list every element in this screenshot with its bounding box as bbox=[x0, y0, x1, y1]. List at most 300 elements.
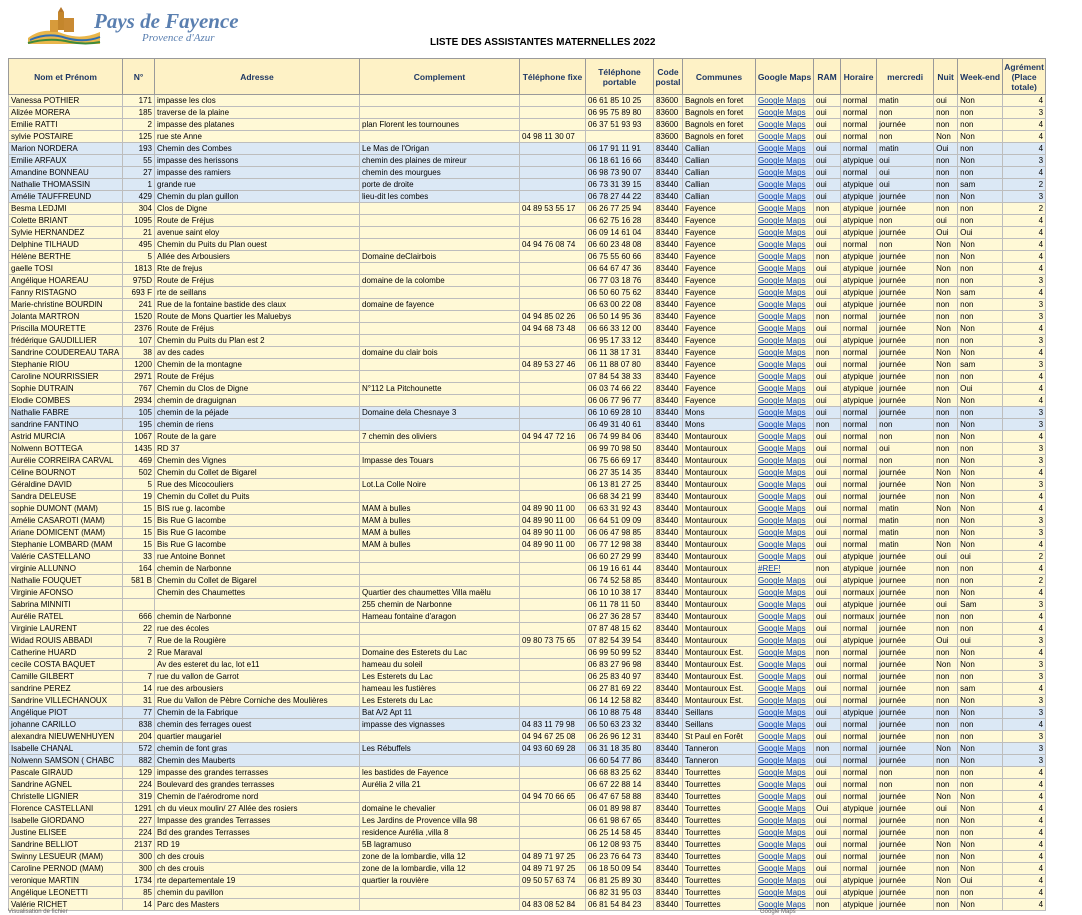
cell-ram: oui bbox=[814, 95, 841, 107]
google-maps-link[interactable]: Google Maps bbox=[758, 348, 806, 357]
cell-numero: 1067 bbox=[123, 431, 155, 443]
cell-google-maps[interactable] bbox=[756, 527, 814, 539]
google-maps-link[interactable]: Google Maps bbox=[758, 792, 806, 801]
cell-google-maps[interactable] bbox=[756, 755, 814, 767]
cell-adresse: chemin de Narbonne bbox=[155, 611, 360, 623]
cell-tel-fixe bbox=[520, 707, 586, 719]
cell-nom: Catherine HUARD bbox=[9, 647, 123, 659]
google-maps-link[interactable]: Google Maps bbox=[758, 108, 806, 117]
cell-complement: Domaine dela Chesnaye 3 bbox=[360, 407, 520, 419]
cell-google-maps[interactable] bbox=[756, 383, 814, 395]
cell-complement bbox=[360, 731, 520, 743]
cell-numero: 429 bbox=[123, 191, 155, 203]
cell-google-maps[interactable] bbox=[756, 599, 814, 611]
cell-google-maps[interactable] bbox=[756, 179, 814, 191]
cell-mercredi: matin bbox=[877, 95, 934, 107]
google-maps-link[interactable]: Google Maps bbox=[758, 780, 806, 789]
cell-week-end: sam bbox=[958, 359, 1003, 371]
google-maps-link[interactable]: Google Maps bbox=[758, 684, 806, 693]
google-maps-link[interactable]: Google Maps bbox=[758, 828, 806, 837]
google-maps-link[interactable]: Google Maps bbox=[758, 588, 806, 597]
google-maps-link[interactable]: Google Maps bbox=[758, 696, 806, 705]
cell-commune: Bagnols en foret bbox=[683, 119, 756, 131]
table-row bbox=[9, 335, 1046, 347]
table-row bbox=[9, 167, 1046, 179]
google-maps-link[interactable]: Google Maps bbox=[758, 744, 806, 753]
cell-nom: Isabelle CHANAL bbox=[9, 743, 123, 755]
cell-numero: 5 bbox=[123, 251, 155, 263]
cell-complement bbox=[360, 107, 520, 119]
cell-complement: 255 chemin de Narbonne bbox=[360, 599, 520, 611]
cell-google-maps[interactable] bbox=[756, 155, 814, 167]
cell-week-end: non bbox=[958, 827, 1003, 839]
cell-adresse: Chemin des Combes bbox=[155, 143, 360, 155]
table-row bbox=[9, 119, 1046, 131]
cell-horaire: atypique bbox=[841, 599, 877, 611]
cell-ram: oui bbox=[814, 119, 841, 131]
google-maps-link[interactable]: Google Maps bbox=[758, 672, 806, 681]
cell-nuit: non bbox=[934, 431, 958, 443]
cell-commune: Fayence bbox=[683, 371, 756, 383]
cell-horaire: atypique bbox=[841, 287, 877, 299]
google-maps-link[interactable]: Google Maps bbox=[758, 708, 806, 717]
cell-nuit: non bbox=[934, 731, 958, 743]
google-maps-link[interactable]: Google Maps bbox=[758, 144, 806, 153]
cell-ram: oui bbox=[814, 491, 841, 503]
cell-google-maps[interactable] bbox=[756, 671, 814, 683]
google-maps-link[interactable]: Google Maps bbox=[758, 516, 806, 525]
cell-tel-portable: 06 12 08 93 75 bbox=[586, 839, 654, 851]
table-row bbox=[9, 803, 1046, 815]
google-maps-link[interactable]: Google Maps bbox=[758, 492, 806, 501]
cell-numero: 581 B bbox=[123, 575, 155, 587]
cell-nom: Delphine TILHAUD bbox=[9, 239, 123, 251]
cell-numero bbox=[123, 659, 155, 671]
cell-google-maps[interactable] bbox=[756, 815, 814, 827]
cell-ram: oui bbox=[814, 395, 841, 407]
cell-mercredi: journée bbox=[877, 839, 934, 851]
cell-adresse: rue ste Anne bbox=[155, 131, 360, 143]
cell-google-maps[interactable] bbox=[756, 515, 814, 527]
cell-google-maps[interactable] bbox=[756, 779, 814, 791]
cell-nuit: non bbox=[934, 311, 958, 323]
cell-ram: oui bbox=[814, 755, 841, 767]
google-maps-link[interactable]: Google Maps bbox=[758, 228, 806, 237]
google-maps-link[interactable]: Google Maps bbox=[758, 540, 806, 549]
cell-mercredi: journée bbox=[877, 203, 934, 215]
cell-google-maps[interactable] bbox=[756, 791, 814, 803]
google-maps-link[interactable]: Google Maps bbox=[758, 300, 806, 309]
cell-google-maps[interactable] bbox=[756, 467, 814, 479]
cell-mercredi: non bbox=[877, 215, 934, 227]
cell-mercredi: journée bbox=[877, 683, 934, 695]
table-row bbox=[9, 371, 1046, 383]
cell-week-end: non bbox=[958, 563, 1003, 575]
cell-commune: Montauroux Est. bbox=[683, 659, 756, 671]
google-maps-link[interactable]: Google Maps bbox=[758, 552, 806, 561]
google-maps-link[interactable]: Google Maps bbox=[758, 888, 806, 897]
google-maps-link[interactable]: Google Maps bbox=[758, 840, 806, 849]
google-maps-link[interactable]: Google Maps bbox=[758, 456, 806, 465]
cell-nom: Ariane DOMICENT (MAM) bbox=[9, 527, 123, 539]
cell-google-maps[interactable] bbox=[756, 635, 814, 647]
table-row bbox=[9, 647, 1046, 659]
table-row bbox=[9, 635, 1046, 647]
cell-complement bbox=[360, 575, 520, 587]
cell-google-maps[interactable] bbox=[756, 827, 814, 839]
cell-ram: oui bbox=[814, 587, 841, 599]
cell-agrement: 3 bbox=[1003, 155, 1046, 167]
google-maps-link[interactable]: Google Maps bbox=[758, 480, 806, 489]
google-maps-link[interactable]: Google Maps bbox=[758, 468, 806, 477]
google-maps-link[interactable]: Google Maps bbox=[758, 732, 806, 741]
cell-google-maps[interactable] bbox=[756, 191, 814, 203]
cell-google-maps[interactable] bbox=[756, 743, 814, 755]
cell-google-maps[interactable] bbox=[756, 311, 814, 323]
cell-google-maps[interactable] bbox=[756, 863, 814, 875]
cell-mercredi: journée bbox=[877, 659, 934, 671]
google-maps-link[interactable]: Google Maps bbox=[758, 816, 806, 825]
cell-commune: Fayence bbox=[683, 311, 756, 323]
cell-ram: oui bbox=[814, 815, 841, 827]
cell-google-maps[interactable] bbox=[756, 803, 814, 815]
cell-tel-fixe bbox=[520, 575, 586, 587]
cell-tel-fixe: 04 89 53 55 17 bbox=[520, 203, 586, 215]
cell-ram: oui bbox=[814, 107, 841, 119]
cell-google-maps[interactable] bbox=[756, 719, 814, 731]
cell-google-maps[interactable] bbox=[756, 419, 814, 431]
cell-code-postal: 83440 bbox=[654, 707, 683, 719]
google-maps-link[interactable]: Google Maps bbox=[758, 852, 806, 861]
cell-google-maps[interactable] bbox=[756, 551, 814, 563]
google-maps-link[interactable]: Google Maps bbox=[758, 288, 806, 297]
google-maps-link[interactable]: Google Maps bbox=[758, 876, 806, 885]
cell-ram: oui bbox=[814, 227, 841, 239]
cell-complement: MAM à bulles bbox=[360, 539, 520, 551]
cell-agrement: 3 bbox=[1003, 527, 1046, 539]
cell-google-maps[interactable] bbox=[756, 851, 814, 863]
cell-adresse: chemin de font gras bbox=[155, 743, 360, 755]
cell-agrement: 4 bbox=[1003, 683, 1046, 695]
cell-ram: oui bbox=[814, 719, 841, 731]
cell-nuit: oui bbox=[934, 599, 958, 611]
cell-nom: Elodie COMBES bbox=[9, 395, 123, 407]
cell-complement: MAM à bulles bbox=[360, 515, 520, 527]
cell-ram: oui bbox=[814, 527, 841, 539]
cell-agrement: 4 bbox=[1003, 623, 1046, 635]
cell-google-maps[interactable] bbox=[756, 371, 814, 383]
cell-code-postal: 83440 bbox=[654, 851, 683, 863]
cell-nuit: non bbox=[934, 335, 958, 347]
cell-google-maps[interactable] bbox=[756, 143, 814, 155]
cell-tel-portable: 06 75 55 60 66 bbox=[586, 251, 654, 263]
cell-tel-fixe bbox=[520, 827, 586, 839]
cell-adresse: Route de Mons Quartier les Maluebys bbox=[155, 311, 360, 323]
table-row bbox=[9, 755, 1046, 767]
cell-nom: Virginie AFONSO bbox=[9, 587, 123, 599]
cell-tel-portable: 06 09 14 61 04 bbox=[586, 227, 654, 239]
cell-week-end: oui bbox=[958, 551, 1003, 563]
cell-google-maps[interactable] bbox=[756, 107, 814, 119]
google-maps-link[interactable]: Google Maps bbox=[758, 372, 806, 381]
cell-numero: 767 bbox=[123, 383, 155, 395]
cell-mercredi: journee bbox=[877, 575, 934, 587]
google-maps-link[interactable]: Google Maps bbox=[758, 756, 806, 765]
table-row bbox=[9, 179, 1046, 191]
cell-complement bbox=[360, 791, 520, 803]
google-maps-link[interactable]: Google Maps bbox=[758, 528, 806, 537]
cell-google-maps[interactable] bbox=[756, 227, 814, 239]
cell-horaire: normal bbox=[841, 143, 877, 155]
cell-nuit: non bbox=[934, 719, 958, 731]
google-maps-link[interactable]: Google Maps bbox=[758, 408, 806, 417]
cell-commune: Montauroux bbox=[683, 443, 756, 455]
cell-tel-fixe bbox=[520, 479, 586, 491]
google-maps-link[interactable]: Google Maps bbox=[758, 204, 806, 213]
table-row bbox=[9, 287, 1046, 299]
cell-google-maps[interactable] bbox=[756, 455, 814, 467]
cell-google-maps[interactable] bbox=[756, 167, 814, 179]
cell-google-maps[interactable] bbox=[756, 299, 814, 311]
cell-google-maps[interactable] bbox=[756, 359, 814, 371]
cell-horaire: atypique bbox=[841, 887, 877, 899]
cell-mercredi: journée bbox=[877, 863, 934, 875]
google-maps-link[interactable]: Google Maps bbox=[758, 768, 806, 777]
cell-google-maps[interactable] bbox=[756, 623, 814, 635]
cell-google-maps[interactable] bbox=[756, 695, 814, 707]
cell-adresse: chemin de la péjade bbox=[155, 407, 360, 419]
google-maps-link[interactable]: Google Maps bbox=[758, 324, 806, 333]
cell-google-maps[interactable] bbox=[756, 335, 814, 347]
table-row bbox=[9, 479, 1046, 491]
google-maps-link[interactable]: Google Maps bbox=[758, 720, 806, 729]
cell-code-postal: 83440 bbox=[654, 839, 683, 851]
google-maps-link[interactable]: Google Maps bbox=[758, 276, 806, 285]
cell-google-maps[interactable] bbox=[756, 251, 814, 263]
google-maps-link[interactable]: Google Maps bbox=[758, 360, 806, 369]
cell-google-maps[interactable] bbox=[756, 479, 814, 491]
cell-google-maps[interactable] bbox=[756, 203, 814, 215]
google-maps-link[interactable]: Google Maps bbox=[758, 216, 806, 225]
cell-week-end: Non bbox=[958, 695, 1003, 707]
cell-google-maps[interactable] bbox=[756, 263, 814, 275]
cell-google-maps[interactable] bbox=[756, 659, 814, 671]
cell-tel-fixe bbox=[520, 179, 586, 191]
google-maps-link[interactable]: #REF! bbox=[758, 564, 781, 573]
google-maps-link[interactable]: Google Maps bbox=[758, 396, 806, 405]
cell-tel-fixe: 04 89 90 11 00 bbox=[520, 503, 586, 515]
google-maps-link[interactable]: Google Maps bbox=[758, 264, 806, 273]
google-maps-link[interactable]: Google Maps bbox=[758, 120, 806, 129]
cell-google-maps[interactable] bbox=[756, 287, 814, 299]
cell-google-maps[interactable] bbox=[756, 491, 814, 503]
cell-tel-fixe bbox=[520, 299, 586, 311]
cell-week-end: Non bbox=[958, 347, 1003, 359]
cell-numero: 2376 bbox=[123, 323, 155, 335]
cell-complement: Les Esterets du Lac bbox=[360, 695, 520, 707]
cell-tel-portable: 06 60 54 77 86 bbox=[586, 755, 654, 767]
cell-google-maps[interactable] bbox=[756, 875, 814, 887]
cell-horaire: normaux bbox=[841, 611, 877, 623]
cell-tel-portable: 06 77 12 98 38 bbox=[586, 539, 654, 551]
google-maps-link[interactable]: Google Maps bbox=[758, 444, 806, 453]
cell-commune: Montauroux bbox=[683, 491, 756, 503]
cell-google-maps[interactable] bbox=[756, 647, 814, 659]
cell-google-maps[interactable] bbox=[756, 767, 814, 779]
cell-google-maps[interactable] bbox=[756, 707, 814, 719]
google-maps-link[interactable]: Google Maps bbox=[758, 252, 806, 261]
google-maps-link[interactable]: Google Maps bbox=[758, 96, 806, 105]
cell-mercredi: journée bbox=[877, 587, 934, 599]
google-maps-link[interactable]: Google Maps bbox=[758, 420, 806, 429]
cell-code-postal: 83440 bbox=[654, 239, 683, 251]
cell-google-maps[interactable] bbox=[756, 611, 814, 623]
cell-complement: impasse des vignasses bbox=[360, 719, 520, 731]
table-row bbox=[9, 299, 1046, 311]
cell-mercredi: matin bbox=[877, 515, 934, 527]
google-maps-link[interactable]: Google Maps bbox=[758, 384, 806, 393]
cell-mercredi: matin bbox=[877, 143, 934, 155]
cell-week-end: Non bbox=[958, 539, 1003, 551]
cell-numero: 14 bbox=[123, 899, 155, 911]
cell-commune: Fayence bbox=[683, 359, 756, 371]
cell-numero: 15 bbox=[123, 503, 155, 515]
google-maps-link[interactable]: Google Maps bbox=[758, 504, 806, 513]
google-maps-link[interactable]: Google Maps bbox=[758, 660, 806, 669]
table-row bbox=[9, 899, 1046, 911]
cell-code-postal: 83440 bbox=[654, 491, 683, 503]
google-maps-link[interactable]: Google Maps bbox=[758, 576, 806, 585]
cell-week-end: Non bbox=[958, 95, 1003, 107]
cell-agrement: 4 bbox=[1003, 431, 1046, 443]
google-maps-link[interactable]: Google Maps bbox=[758, 900, 806, 909]
cell-complement: Bat A/2 Apt 11 bbox=[360, 707, 520, 719]
cell-tel-portable: 06 98 73 90 07 bbox=[586, 167, 654, 179]
cell-google-maps[interactable] bbox=[756, 563, 814, 575]
google-maps-link[interactable]: Google Maps bbox=[758, 240, 806, 249]
cell-google-maps[interactable] bbox=[756, 683, 814, 695]
google-maps-link[interactable]: Google Maps bbox=[758, 804, 806, 813]
cell-commune: Callian bbox=[683, 191, 756, 203]
cell-google-maps[interactable] bbox=[756, 395, 814, 407]
cell-horaire: normal bbox=[841, 455, 877, 467]
cell-commune: Mons bbox=[683, 419, 756, 431]
cell-tel-portable: 06 26 77 25 94 bbox=[586, 203, 654, 215]
google-maps-link[interactable]: Google Maps bbox=[758, 432, 806, 441]
cell-numero: 85 bbox=[123, 887, 155, 899]
cell-mercredi: journée bbox=[877, 311, 934, 323]
google-maps-link[interactable]: Google Maps bbox=[758, 648, 806, 657]
cell-google-maps[interactable] bbox=[756, 323, 814, 335]
cell-google-maps[interactable] bbox=[756, 839, 814, 851]
cell-numero: 300 bbox=[123, 863, 155, 875]
cell-commune: Montauroux bbox=[683, 539, 756, 551]
cell-nuit: Non bbox=[934, 479, 958, 491]
cell-adresse: Bis Rue G lacombe bbox=[155, 515, 360, 527]
cell-google-maps[interactable] bbox=[756, 503, 814, 515]
cell-horaire: normaux bbox=[841, 587, 877, 599]
cell-nom: Widad ROUIS ABBADI bbox=[9, 635, 123, 647]
cell-google-maps[interactable] bbox=[756, 407, 814, 419]
cell-google-maps[interactable] bbox=[756, 539, 814, 551]
cell-code-postal: 83600 bbox=[654, 119, 683, 131]
cell-tel-portable: 06 18 50 09 54 bbox=[586, 863, 654, 875]
cell-nuit: Non bbox=[934, 395, 958, 407]
google-maps-link[interactable]: Google Maps bbox=[758, 180, 806, 189]
cell-ram: oui bbox=[814, 479, 841, 491]
cell-ram: oui bbox=[814, 599, 841, 611]
google-maps-link[interactable]: Google Maps bbox=[758, 624, 806, 633]
cell-tel-fixe bbox=[520, 191, 586, 203]
cell-mercredi: journée bbox=[877, 611, 934, 623]
cell-google-maps[interactable] bbox=[756, 443, 814, 455]
cell-ram: non bbox=[814, 743, 841, 755]
google-maps-link[interactable]: Google Maps bbox=[758, 192, 806, 201]
cell-tel-fixe bbox=[520, 119, 586, 131]
cell-adresse: Bis Rue G lacombe bbox=[155, 539, 360, 551]
cell-complement bbox=[360, 419, 520, 431]
cell-nom: sandrine FANTINO bbox=[9, 419, 123, 431]
google-maps-link[interactable]: Google Maps bbox=[758, 168, 806, 177]
cell-mercredi: journée bbox=[877, 875, 934, 887]
cell-horaire: normal bbox=[841, 527, 877, 539]
cell-google-maps[interactable] bbox=[756, 575, 814, 587]
google-maps-link[interactable]: Google Maps bbox=[758, 600, 806, 609]
cell-complement bbox=[360, 215, 520, 227]
cell-google-maps[interactable] bbox=[756, 887, 814, 899]
cell-google-maps[interactable] bbox=[756, 119, 814, 131]
cell-horaire: atypique bbox=[841, 299, 877, 311]
cell-commune: Montauroux Est. bbox=[683, 671, 756, 683]
cell-tel-portable: 06 03 74 66 22 bbox=[586, 383, 654, 395]
cell-google-maps[interactable] bbox=[756, 131, 814, 143]
google-maps-link[interactable]: Google Maps bbox=[758, 132, 806, 141]
cell-numero: 224 bbox=[123, 779, 155, 791]
cell-horaire: atypique bbox=[841, 227, 877, 239]
cell-week-end: non bbox=[958, 719, 1003, 731]
cell-google-maps[interactable] bbox=[756, 239, 814, 251]
google-maps-link[interactable]: Google Maps bbox=[758, 636, 806, 645]
google-maps-link[interactable]: Google Maps bbox=[758, 612, 806, 621]
cell-google-maps[interactable] bbox=[756, 587, 814, 599]
cell-tel-portable: 06 10 10 38 17 bbox=[586, 587, 654, 599]
cell-ram: oui bbox=[814, 659, 841, 671]
cell-mercredi: journée bbox=[877, 491, 934, 503]
cell-google-maps[interactable] bbox=[756, 275, 814, 287]
cell-nuit: Non bbox=[934, 467, 958, 479]
cell-nuit: Non bbox=[934, 503, 958, 515]
cell-google-maps[interactable] bbox=[756, 215, 814, 227]
google-maps-link[interactable]: Google Maps bbox=[758, 156, 806, 165]
cell-agrement: 4 bbox=[1003, 227, 1046, 239]
cell-agrement: 4 bbox=[1003, 251, 1046, 263]
google-maps-link[interactable]: Google Maps bbox=[758, 336, 806, 345]
cell-nom: Nathalie FABRE bbox=[9, 407, 123, 419]
cell-complement bbox=[360, 467, 520, 479]
table-row bbox=[9, 779, 1046, 791]
cell-ram: non bbox=[814, 899, 841, 911]
google-maps-link[interactable]: Google Maps bbox=[758, 312, 806, 321]
cell-google-maps[interactable] bbox=[756, 95, 814, 107]
cell-ram: oui bbox=[814, 515, 841, 527]
cell-tel-fixe bbox=[520, 623, 586, 635]
cell-google-maps[interactable] bbox=[756, 347, 814, 359]
google-maps-link[interactable]: Google Maps bbox=[758, 864, 806, 873]
cell-google-maps[interactable] bbox=[756, 731, 814, 743]
cell-google-maps[interactable] bbox=[756, 431, 814, 443]
table-row bbox=[9, 539, 1046, 551]
cell-complement: domaine de fayence bbox=[360, 299, 520, 311]
